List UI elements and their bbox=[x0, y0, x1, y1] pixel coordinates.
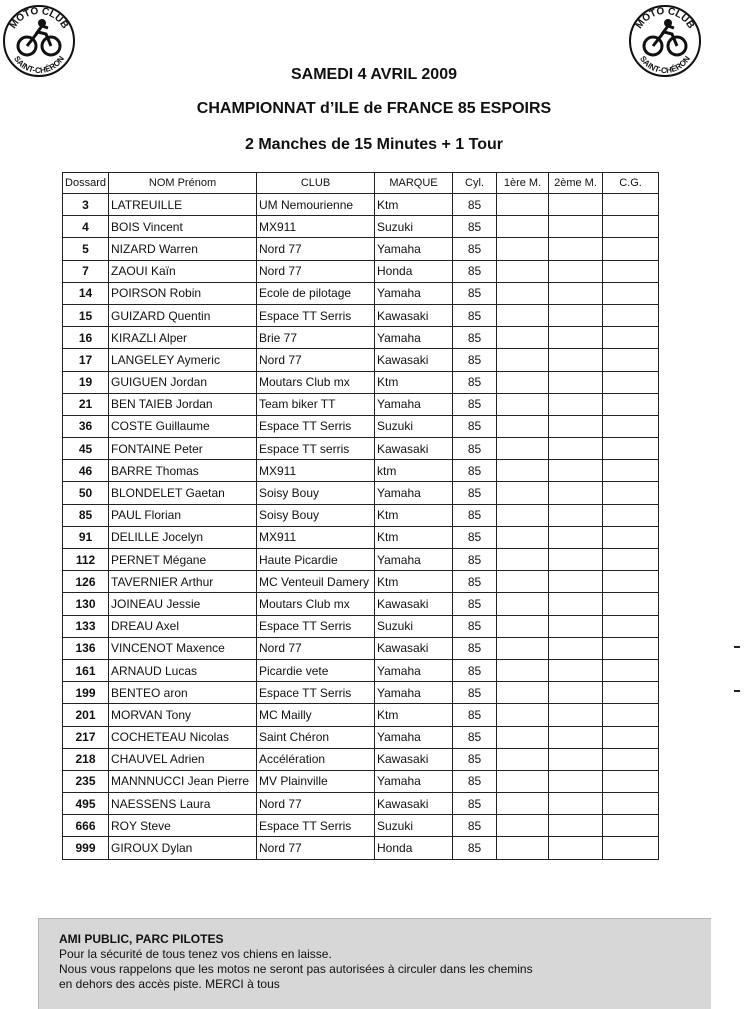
cell-dossard: 5 bbox=[63, 238, 109, 260]
cell-cyl: 85 bbox=[453, 238, 497, 260]
cell-name: BOIS Vincent bbox=[109, 216, 257, 238]
cell-cyl: 85 bbox=[453, 438, 497, 460]
cell-manche-1 bbox=[497, 837, 549, 859]
cell-name: PAUL Florian bbox=[109, 504, 257, 526]
cell-classement-general bbox=[603, 194, 659, 216]
cell-classement-general bbox=[603, 637, 659, 659]
cell-club: Soisy Bouy bbox=[257, 504, 375, 526]
cell-manche-1 bbox=[497, 327, 549, 349]
cell-cyl: 85 bbox=[453, 815, 497, 837]
cell-name: ROY Steve bbox=[109, 815, 257, 837]
cell-club: Espace TT Serris bbox=[257, 682, 375, 704]
cell-dossard: 136 bbox=[63, 637, 109, 659]
public-notice-box bbox=[38, 918, 711, 1009]
cell-club: MV Plainville bbox=[257, 770, 375, 792]
cell-manche-1 bbox=[497, 282, 549, 304]
header-cyl: Cyl. bbox=[453, 173, 497, 194]
cell-club: Espace TT Serris bbox=[257, 304, 375, 326]
cell-manche-2 bbox=[549, 526, 603, 548]
cell-cyl: 85 bbox=[453, 526, 497, 548]
cell-cyl: 85 bbox=[453, 415, 497, 437]
cell-club: Espace TT serris bbox=[257, 438, 375, 460]
cell-manche-1 bbox=[497, 349, 549, 371]
table-row bbox=[63, 504, 659, 526]
cell-classement-general bbox=[603, 460, 659, 482]
cell-club: MC Mailly bbox=[257, 704, 375, 726]
cell-manche-1 bbox=[497, 304, 549, 326]
cell-classement-general bbox=[603, 748, 659, 770]
cell-dossard: 235 bbox=[63, 770, 109, 792]
cell-name: BENTEO aron bbox=[109, 682, 257, 704]
cell-manche-2 bbox=[549, 304, 603, 326]
table-row bbox=[63, 371, 659, 393]
table-row bbox=[63, 282, 659, 304]
cell-marque: Yamaha bbox=[375, 238, 453, 260]
cell-marque: Yamaha bbox=[375, 327, 453, 349]
cell-marque: Yamaha bbox=[375, 726, 453, 748]
cell-marque: Kawasaki bbox=[375, 793, 453, 815]
cell-cyl: 85 bbox=[453, 615, 497, 637]
cell-club: Saint Chéron bbox=[257, 726, 375, 748]
cell-marque: Kawasaki bbox=[375, 438, 453, 460]
cell-marque: Ktm bbox=[375, 504, 453, 526]
cell-manche-2 bbox=[549, 837, 603, 859]
cell-cyl: 85 bbox=[453, 682, 497, 704]
cell-manche-1 bbox=[497, 393, 549, 415]
cell-manche-2 bbox=[549, 593, 603, 615]
cell-classement-general bbox=[603, 304, 659, 326]
cell-name: ZAOUI Kaïn bbox=[109, 260, 257, 282]
cell-manche-2 bbox=[549, 682, 603, 704]
cell-manche-2 bbox=[549, 216, 603, 238]
cell-manche-1 bbox=[497, 371, 549, 393]
cell-dossard: 21 bbox=[63, 393, 109, 415]
header-manche-1: 1ère M. bbox=[497, 173, 549, 194]
cell-classement-general bbox=[603, 593, 659, 615]
cell-dossard: 4 bbox=[63, 216, 109, 238]
cell-name: DREAU Axel bbox=[109, 615, 257, 637]
notice-title: AMI PUBLIC, PARC PILOTES bbox=[59, 932, 224, 946]
svg-text:SAINT-CHÉRON: SAINT-CHÉRON bbox=[638, 54, 692, 76]
notice-line: en dehors des accès piste. MERCI à tous bbox=[59, 977, 280, 991]
cell-cyl: 85 bbox=[453, 371, 497, 393]
cell-cyl: 85 bbox=[453, 349, 497, 371]
cell-manche-1 bbox=[497, 659, 549, 681]
cell-manche-1 bbox=[497, 504, 549, 526]
cell-club: Team biker TT bbox=[257, 393, 375, 415]
cell-name: MORVAN Tony bbox=[109, 704, 257, 726]
table-row bbox=[63, 415, 659, 437]
table-row bbox=[63, 393, 659, 415]
header-name: NOM Prénom bbox=[109, 173, 257, 194]
cell-dossard: 85 bbox=[63, 504, 109, 526]
cell-manche-1 bbox=[497, 194, 549, 216]
cell-dossard: 3 bbox=[63, 194, 109, 216]
cell-marque: Ktm bbox=[375, 371, 453, 393]
svg-text:MOTO CLUB: MOTO CLUB bbox=[633, 5, 697, 31]
cell-club: Moutars Club mx bbox=[257, 371, 375, 393]
cell-cyl: 85 bbox=[453, 216, 497, 238]
cell-classement-general bbox=[603, 393, 659, 415]
table-row bbox=[63, 482, 659, 504]
cell-name: BEN TAIEB Jordan bbox=[109, 393, 257, 415]
cell-marque: Yamaha bbox=[375, 282, 453, 304]
cell-dossard: 36 bbox=[63, 415, 109, 437]
cell-manche-2 bbox=[549, 371, 603, 393]
cell-manche-2 bbox=[549, 637, 603, 659]
cell-manche-2 bbox=[549, 438, 603, 460]
cell-club: Nord 77 bbox=[257, 260, 375, 282]
cell-name: LANGELEY Aymeric bbox=[109, 349, 257, 371]
event-date: SAMEDI 4 AVRIL 2009 bbox=[291, 66, 457, 83]
cell-club: Espace TT Serris bbox=[257, 615, 375, 637]
cell-manche-2 bbox=[549, 615, 603, 637]
cell-cyl: 85 bbox=[453, 327, 497, 349]
table-row bbox=[63, 260, 659, 282]
cell-dossard: 126 bbox=[63, 571, 109, 593]
cell-manche-1 bbox=[497, 682, 549, 704]
cell-manche-1 bbox=[497, 549, 549, 571]
cell-manche-1 bbox=[497, 748, 549, 770]
cell-dossard: 199 bbox=[63, 682, 109, 704]
cell-manche-1 bbox=[497, 593, 549, 615]
cell-name: GUIGUEN Jordan bbox=[109, 371, 257, 393]
table-row bbox=[63, 327, 659, 349]
cell-marque: Ktm bbox=[375, 704, 453, 726]
cell-club: Brie 77 bbox=[257, 327, 375, 349]
cell-manche-2 bbox=[549, 415, 603, 437]
cell-dossard: 15 bbox=[63, 304, 109, 326]
cell-marque: Kawasaki bbox=[375, 637, 453, 659]
cell-dossard: 999 bbox=[63, 837, 109, 859]
cell-marque: Honda bbox=[375, 837, 453, 859]
table-row bbox=[63, 304, 659, 326]
cell-classement-general bbox=[603, 438, 659, 460]
cell-manche-2 bbox=[549, 349, 603, 371]
cell-manche-1 bbox=[497, 571, 549, 593]
cell-manche-1 bbox=[497, 770, 549, 792]
cell-classement-general bbox=[603, 682, 659, 704]
notice-line: Nous vous rappelons que les motos ne seront pas autorisées à circuler dans les chemins bbox=[59, 962, 533, 976]
cell-classement-general bbox=[603, 793, 659, 815]
cell-club: MX911 bbox=[257, 460, 375, 482]
table-row bbox=[63, 216, 659, 238]
cell-cyl: 85 bbox=[453, 637, 497, 659]
cell-dossard: 16 bbox=[63, 327, 109, 349]
header-club: CLUB bbox=[257, 173, 375, 194]
page-edge-mark bbox=[734, 646, 740, 648]
cell-dossard: 46 bbox=[63, 460, 109, 482]
cell-name: VINCENOT Maxence bbox=[109, 637, 257, 659]
cell-manche-1 bbox=[497, 704, 549, 726]
cell-classement-general bbox=[603, 526, 659, 548]
cell-cyl: 85 bbox=[453, 549, 497, 571]
cell-marque: Kawasaki bbox=[375, 304, 453, 326]
cell-manche-2 bbox=[549, 238, 603, 260]
cell-club: Haute Picardie bbox=[257, 549, 375, 571]
cell-name: NAESSENS Laura bbox=[109, 793, 257, 815]
race-format: 2 Manches de 15 Minutes + 1 Tour bbox=[245, 136, 503, 153]
cell-name: KIRAZLI Alper bbox=[109, 327, 257, 349]
cell-dossard: 495 bbox=[63, 793, 109, 815]
cell-classement-general bbox=[603, 282, 659, 304]
cell-manche-2 bbox=[549, 726, 603, 748]
table-header-row bbox=[63, 173, 659, 194]
cell-cyl: 85 bbox=[453, 393, 497, 415]
cell-manche-2 bbox=[549, 460, 603, 482]
cell-classement-general bbox=[603, 726, 659, 748]
cell-cyl: 85 bbox=[453, 726, 497, 748]
cell-dossard: 17 bbox=[63, 349, 109, 371]
cell-classement-general bbox=[603, 260, 659, 282]
cell-dossard: 14 bbox=[63, 282, 109, 304]
cell-manche-2 bbox=[549, 194, 603, 216]
cell-classement-general bbox=[603, 216, 659, 238]
cell-manche-2 bbox=[549, 549, 603, 571]
cell-classement-general bbox=[603, 238, 659, 260]
cell-club: Nord 77 bbox=[257, 793, 375, 815]
cell-classement-general bbox=[603, 327, 659, 349]
cell-classement-general bbox=[603, 504, 659, 526]
cell-name: COSTE Guillaume bbox=[109, 415, 257, 437]
cell-manche-2 bbox=[549, 393, 603, 415]
cell-dossard: 45 bbox=[63, 438, 109, 460]
header-marque: MARQUE bbox=[375, 173, 453, 194]
cell-name: LATREUILLE bbox=[109, 194, 257, 216]
cell-manche-2 bbox=[549, 815, 603, 837]
cell-club: MX911 bbox=[257, 526, 375, 548]
cell-cyl: 85 bbox=[453, 770, 497, 792]
cell-cyl: 85 bbox=[453, 748, 497, 770]
cell-manche-2 bbox=[549, 571, 603, 593]
cell-manche-2 bbox=[549, 482, 603, 504]
cell-club: Picardie vete bbox=[257, 659, 375, 681]
svg-text:MOTO CLUB: MOTO CLUB bbox=[7, 5, 71, 31]
cell-club: Soisy Bouy bbox=[257, 482, 375, 504]
cell-name: BLONDELET Gaetan bbox=[109, 482, 257, 504]
cell-marque: Suzuki bbox=[375, 415, 453, 437]
cell-manche-1 bbox=[497, 460, 549, 482]
cell-manche-2 bbox=[549, 770, 603, 792]
cell-classement-general bbox=[603, 615, 659, 637]
table-row bbox=[63, 615, 659, 637]
table-row bbox=[63, 748, 659, 770]
cell-name: NIZARD Warren bbox=[109, 238, 257, 260]
cell-marque: Suzuki bbox=[375, 216, 453, 238]
cell-manche-1 bbox=[497, 216, 549, 238]
cell-classement-general bbox=[603, 415, 659, 437]
cell-name: PERNET Mégane bbox=[109, 549, 257, 571]
entry-list-table bbox=[62, 172, 659, 860]
cell-name: FONTAINE Peter bbox=[109, 438, 257, 460]
cell-club: MC Venteuil Damery bbox=[257, 571, 375, 593]
table-row bbox=[63, 349, 659, 371]
cell-marque: Yamaha bbox=[375, 770, 453, 792]
header-manche-2: 2ème M. bbox=[549, 173, 603, 194]
page-edge-mark bbox=[734, 690, 740, 692]
header-dossard: Dossard bbox=[63, 173, 109, 194]
cell-marque: Honda bbox=[375, 260, 453, 282]
cell-manche-2 bbox=[549, 282, 603, 304]
cell-classement-general bbox=[603, 837, 659, 859]
cell-dossard: 7 bbox=[63, 260, 109, 282]
cell-name: COCHETEAU Nicolas bbox=[109, 726, 257, 748]
cell-cyl: 85 bbox=[453, 837, 497, 859]
cell-dossard: 217 bbox=[63, 726, 109, 748]
cell-marque: Yamaha bbox=[375, 393, 453, 415]
cell-cyl: 85 bbox=[453, 482, 497, 504]
cell-club: Nord 77 bbox=[257, 349, 375, 371]
cell-classement-general bbox=[603, 815, 659, 837]
cell-name: GIROUX Dylan bbox=[109, 837, 257, 859]
cell-manche-2 bbox=[549, 793, 603, 815]
table-row bbox=[63, 793, 659, 815]
cell-cyl: 85 bbox=[453, 304, 497, 326]
cell-marque: Kawasaki bbox=[375, 349, 453, 371]
cell-manche-1 bbox=[497, 526, 549, 548]
table-row bbox=[63, 438, 659, 460]
cell-classement-general bbox=[603, 659, 659, 681]
cell-manche-1 bbox=[497, 793, 549, 815]
cell-club: Ecole de pilotage bbox=[257, 282, 375, 304]
cell-classement-general bbox=[603, 349, 659, 371]
cell-marque: Suzuki bbox=[375, 815, 453, 837]
notice-line: Pour la sécurité de tous tenez vos chiens en laisse. bbox=[59, 947, 332, 961]
cell-cyl: 85 bbox=[453, 194, 497, 216]
cell-dossard: 19 bbox=[63, 371, 109, 393]
cell-name: CHAUVEL Adrien bbox=[109, 748, 257, 770]
cell-marque: Yamaha bbox=[375, 549, 453, 571]
cell-manche-2 bbox=[549, 504, 603, 526]
cell-club: MX911 bbox=[257, 216, 375, 238]
cell-manche-1 bbox=[497, 482, 549, 504]
cell-classement-general bbox=[603, 371, 659, 393]
cell-manche-1 bbox=[497, 726, 549, 748]
cell-marque: Suzuki bbox=[375, 615, 453, 637]
cell-dossard: 133 bbox=[63, 615, 109, 637]
cell-club: Espace TT Serris bbox=[257, 815, 375, 837]
cell-cyl: 85 bbox=[453, 704, 497, 726]
cell-cyl: 85 bbox=[453, 460, 497, 482]
cell-dossard: 91 bbox=[63, 526, 109, 548]
cell-marque: Yamaha bbox=[375, 682, 453, 704]
cell-marque: Kawasaki bbox=[375, 593, 453, 615]
cell-dossard: 201 bbox=[63, 704, 109, 726]
cell-classement-general bbox=[603, 571, 659, 593]
table-row bbox=[63, 549, 659, 571]
table-row bbox=[63, 194, 659, 216]
table-row bbox=[63, 837, 659, 859]
cell-manche-2 bbox=[549, 260, 603, 282]
cell-dossard: 666 bbox=[63, 815, 109, 837]
cell-club: UM Nemourienne bbox=[257, 194, 375, 216]
cell-dossard: 161 bbox=[63, 659, 109, 681]
cell-manche-1 bbox=[497, 615, 549, 637]
cell-name: POIRSON Robin bbox=[109, 282, 257, 304]
table-row bbox=[63, 659, 659, 681]
cell-manche-2 bbox=[549, 659, 603, 681]
cell-marque: ktm bbox=[375, 460, 453, 482]
header-classement-general: C.G. bbox=[603, 173, 659, 194]
cell-club: Nord 77 bbox=[257, 637, 375, 659]
cell-classement-general bbox=[603, 704, 659, 726]
cell-manche-1 bbox=[497, 238, 549, 260]
cell-cyl: 85 bbox=[453, 260, 497, 282]
cell-marque: Ktm bbox=[375, 194, 453, 216]
cell-manche-1 bbox=[497, 438, 549, 460]
cell-classement-general bbox=[603, 549, 659, 571]
cell-name: JOINEAU Jessie bbox=[109, 593, 257, 615]
cell-name: ARNAUD Lucas bbox=[109, 659, 257, 681]
table-row bbox=[63, 526, 659, 548]
cell-club: Accélération bbox=[257, 748, 375, 770]
cell-name: BARRE Thomas bbox=[109, 460, 257, 482]
cell-manche-1 bbox=[497, 815, 549, 837]
table-row bbox=[63, 704, 659, 726]
cell-club: Espace TT Serris bbox=[257, 415, 375, 437]
svg-text:SAINT-CHÉRON: SAINT-CHÉRON bbox=[12, 54, 66, 76]
cell-cyl: 85 bbox=[453, 504, 497, 526]
cell-marque: Ktm bbox=[375, 571, 453, 593]
cell-marque: Yamaha bbox=[375, 482, 453, 504]
cell-cyl: 85 bbox=[453, 659, 497, 681]
table-row bbox=[63, 460, 659, 482]
cell-marque: Ktm bbox=[375, 526, 453, 548]
table-row bbox=[63, 593, 659, 615]
cell-cyl: 85 bbox=[453, 593, 497, 615]
table-row bbox=[63, 726, 659, 748]
cell-classement-general bbox=[603, 482, 659, 504]
cell-name: GUIZARD Quentin bbox=[109, 304, 257, 326]
table-row bbox=[63, 815, 659, 837]
cell-dossard: 50 bbox=[63, 482, 109, 504]
table-row bbox=[63, 770, 659, 792]
table-body bbox=[63, 194, 659, 860]
cell-manche-2 bbox=[549, 748, 603, 770]
cell-club: Nord 77 bbox=[257, 238, 375, 260]
cell-cyl: 85 bbox=[453, 282, 497, 304]
cell-manche-2 bbox=[549, 327, 603, 349]
cell-club: Moutars Club mx bbox=[257, 593, 375, 615]
cell-manche-1 bbox=[497, 637, 549, 659]
cell-name: DELILLE Jocelyn bbox=[109, 526, 257, 548]
cell-dossard: 130 bbox=[63, 593, 109, 615]
table-row bbox=[63, 238, 659, 260]
cell-marque: Yamaha bbox=[375, 659, 453, 681]
cell-cyl: 85 bbox=[453, 571, 497, 593]
cell-manche-1 bbox=[497, 260, 549, 282]
table-row bbox=[63, 682, 659, 704]
championship-title: CHAMPIONNAT d’ILE de FRANCE 85 ESPOIRS bbox=[196, 100, 552, 117]
cell-marque: Kawasaki bbox=[375, 748, 453, 770]
cell-dossard: 218 bbox=[63, 748, 109, 770]
cell-name: TAVERNIER Arthur bbox=[109, 571, 257, 593]
table-row bbox=[63, 571, 659, 593]
cell-manche-2 bbox=[549, 704, 603, 726]
table-row bbox=[63, 637, 659, 659]
cell-name: MANNNUCCI Jean Pierre bbox=[109, 770, 257, 792]
cell-dossard: 112 bbox=[63, 549, 109, 571]
cell-classement-general bbox=[603, 770, 659, 792]
cell-club: Nord 77 bbox=[257, 837, 375, 859]
cell-cyl: 85 bbox=[453, 793, 497, 815]
cell-manche-1 bbox=[497, 415, 549, 437]
